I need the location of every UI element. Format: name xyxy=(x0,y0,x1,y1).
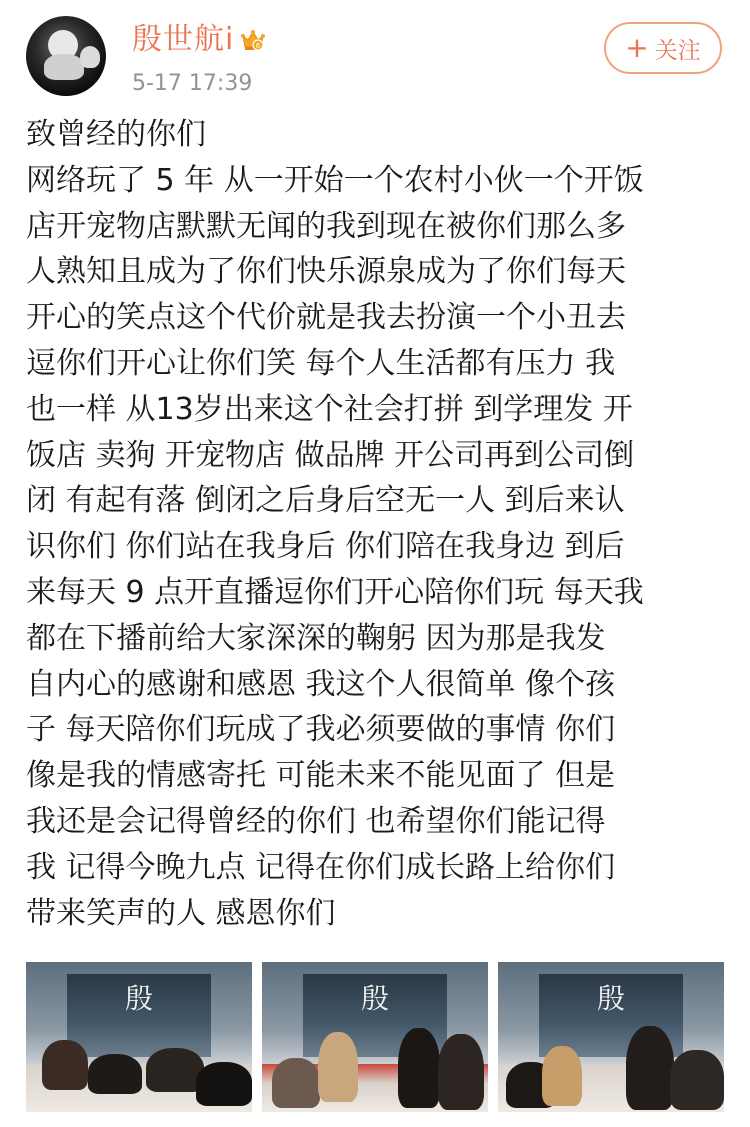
follow-button[interactable] xyxy=(604,22,722,74)
post-line: 我还是会记得曾经的你们 也希望你们能记得 xyxy=(26,803,606,839)
post-line: 带来笑声的人 感恩你们 xyxy=(26,895,336,931)
post-line: 也一样 从13岁出来这个社会打拼 到学理发 开 xyxy=(26,391,633,427)
post-line: 闭 有起有落 倒闭之后身后空无一人 到后来认 xyxy=(26,483,625,519)
post-line: 像是我的情感寄托 可能未来不能见面了 但是 xyxy=(26,758,616,794)
post-image-3[interactable] xyxy=(498,962,724,1112)
follow-label: 关注 xyxy=(654,37,701,64)
bowing-person xyxy=(272,1058,320,1108)
avatar-dog-body xyxy=(44,54,84,80)
username[interactable]: 殷世航i xyxy=(132,22,235,57)
crown-vip-icon[interactable] xyxy=(240,27,266,53)
post-text xyxy=(26,112,726,936)
banner-text: 殷 xyxy=(360,982,390,1015)
post-line: 我 记得今晚九点 记得在你们成长路上给你们 xyxy=(26,849,616,885)
username-row xyxy=(132,20,266,60)
bowing-person xyxy=(626,1026,674,1110)
post-line: 网络玩了 5 年 从一开始一个农村小伙一个开饭 xyxy=(26,162,644,198)
post-image-1[interactable] xyxy=(26,962,252,1112)
post-images xyxy=(26,962,726,1112)
post-line: 子 每天陪你们玩成了我必须要做的事情 你们 xyxy=(26,712,616,748)
bowing-person xyxy=(670,1050,724,1110)
avatar-cat xyxy=(80,46,100,68)
bowing-person xyxy=(88,1054,142,1094)
post-line: 致曾经的你们 xyxy=(26,117,206,152)
bowing-person xyxy=(542,1046,582,1106)
bowing-person xyxy=(196,1062,252,1106)
banner-text: 殷 xyxy=(124,982,154,1015)
post-line: 店开宠物店默默无闻的我到现在被你们那么多 xyxy=(26,208,626,244)
post-line: 都在下播前给大家深深的鞠躬 因为那是我发 xyxy=(26,620,606,656)
post-line: 开心的笑点这个代价就是我去扮演一个小丑去 xyxy=(26,300,626,336)
avatar[interactable] xyxy=(26,16,106,96)
bowing-person xyxy=(438,1034,484,1110)
post-line: 来每天 9 点开直播逗你们开心陪你们玩 每天我 xyxy=(26,574,644,610)
banner-text: 殷 xyxy=(596,982,626,1015)
plus-icon: + xyxy=(625,31,649,64)
post-line: 自内心的感谢和感恩 我这个人很简单 像个孩 xyxy=(26,666,616,702)
svg-text:6: 6 xyxy=(256,42,261,50)
bowing-person xyxy=(398,1028,440,1108)
post-timestamp[interactable]: 5-17 17:39 xyxy=(132,71,253,96)
post-line: 饭店 卖狗 开宠物店 做品牌 开公司再到公司倒 xyxy=(26,437,635,473)
post-image-2[interactable] xyxy=(262,962,488,1112)
post-line: 逗你们开心让你们笑 每个人生活都有压力 我 xyxy=(26,345,616,381)
bowing-person xyxy=(318,1032,358,1102)
post-line: 人熟知且成为了你们快乐源泉成为了你们每天 xyxy=(26,254,626,290)
bowing-person xyxy=(42,1040,88,1090)
post-line: 识你们 你们站在我身后 你们陪在我身边 到后 xyxy=(26,529,625,565)
